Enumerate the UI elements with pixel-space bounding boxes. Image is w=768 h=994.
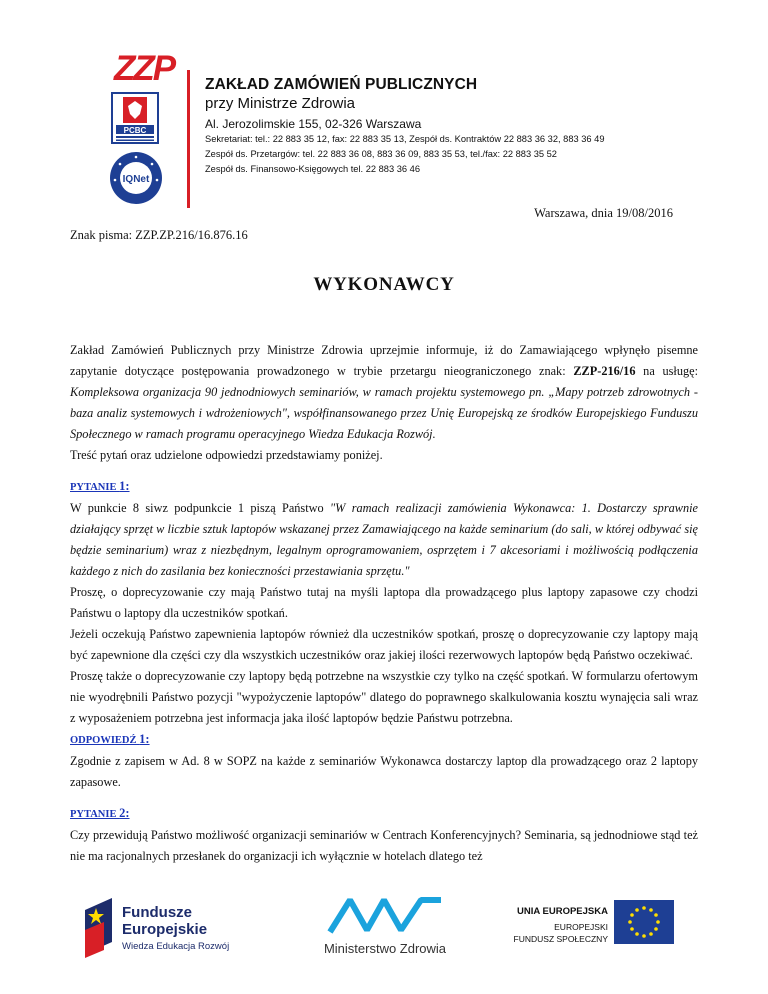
- institution-subtitle: przy Ministrze Zdrowia: [205, 95, 356, 112]
- contact-line-secretariat: Sekretariat: tel.: 22 883 35 12, fax: 22 883 35 13, Zespół ds. Kontraktów 22 883 36 32, 883 36 49: [205, 134, 605, 144]
- question-2-heading: PYTANIE 2:: [70, 806, 130, 820]
- answer-1-heading: ODPOWIEDŹ 1:: [70, 732, 150, 746]
- letter-title: WYKONAWCY: [313, 274, 455, 295]
- fundusze-europejskie-logo: [85, 898, 229, 958]
- iqnet-cert-logo: [108, 150, 164, 206]
- svg-text:EUROPEJSKI: EUROPEJSKI: [554, 922, 608, 932]
- svg-text:Ministerstwo Zdrowia: Ministerstwo Zdrowia: [323, 941, 447, 956]
- question-1-para-4: Proszę także o doprecyzowanie czy laptopy będą potrzebne na wszystkie czy tylko na część spotkań. W formularzu ofertowym nie wyodrębnili Państwo pozycji "wypożyczenie laptopów" dlatego do poprawnego skalkulowania kosztu wynajęcia sali wraz z wyposażeniem potrzebna jest informacja jaka ilość laptopów będzie Państwu potrzebna.: [70, 669, 698, 725]
- letter-body: [70, 340, 698, 867]
- svg-text:Europejskie: Europejskie: [122, 921, 208, 938]
- zzp-logo: [112, 50, 192, 84]
- svg-text:FUNDUSZ SPOŁECZNY: FUNDUSZ SPOŁECZNY: [513, 934, 608, 944]
- svg-text:PCBC: PCBC: [123, 126, 147, 135]
- svg-text:IQNet: IQNet: [122, 174, 150, 185]
- ministerstwo-zdrowia-logo: [324, 900, 447, 956]
- question-1-heading: PYTANIE 1:: [70, 479, 130, 493]
- svg-text:Fundusze: Fundusze: [122, 904, 192, 921]
- intro-reference: ZZP-216/16: [573, 364, 636, 378]
- header-red-line: [187, 70, 190, 208]
- answer-1-text: Zgodnie z zapisem w Ad. 8 w SOPZ na każde z seminariów Wykonawca dostarczy laptop dla prowadzącego oraz 2 laptopy zapasowe.: [70, 754, 698, 789]
- intro-paragraph: Zakład Zamówień Publicznych przy Ministrze Zdrowia uprzejmie informuje, iż do Zamawiającego wpłynęło pisemne zapytanie dotyczące postępowania prowadzonego w trybie przetargu nieograniczonego znak: ZZP-216/16 na usługę: Kompleksowa organizacja 90 jednodniowych seminariów, w ramach projektu systemowego pn. „Mapy potrzeb zdrowotnych - baza analiz systemowych i wdrożeniowych", współfinansowanego przez Unię Europejską ze środków Europejskiego Funduszu Społecznego w ramach programu operacyjnego Wiedza Edukacja Rozwój.: [70, 343, 698, 441]
- letter-reference: Znak pisma: ZZP.ZP.216/16.876.16: [70, 228, 248, 242]
- svg-text:ZZP: ZZP: [114, 50, 175, 84]
- footer-logos: [0, 890, 768, 994]
- question-1-para-2: Proszę, o doprecyzowanie czy mają Państwo tutaj na myśli laptopa dla prowadzącego plus laptopy zapasowe czy chodzi Państwu o laptopy dla uczestników spotkań.: [70, 585, 698, 620]
- institution-address: Al. Jerozolimskie 155, 02-326 Warszawa: [205, 117, 422, 131]
- question-1-text: W punkcie 8 siwz podpunkcie 1 piszą Państwo "W ramach realizacji zamówienia Wykonawca: 1. Dostarczy sprawnie działający sprzęt w liczbie sztuk laptopów wskazanej przez Zamawiającego na każde seminarium (do sali, w której odbywać się będzie seminarium) wraz z niezbędnym, legalnym oprogramowaniem, osprzętem i 7 akcesoriami i możliwością podłączenia każdego z nich do zasilania bez konieczności przestawiania sprzętu.": [70, 501, 698, 578]
- contact-line-finance: Zespół ds. Finansowo-Księgowych tel. 22 883 36 46: [205, 164, 420, 174]
- intro-closing: Treść pytań oraz udzielone odpowiedzi przedstawiamy poniżej.: [70, 448, 383, 462]
- pcbc-cert-logo: [111, 92, 159, 144]
- svg-text:Wiedza Edukacja Rozwój: Wiedza Edukacja Rozwój: [122, 941, 230, 952]
- contact-line-tenders: Zespół ds. Przetargów: tel. 22 883 36 08, 883 36 09, 883 35 53, tel./fax: 22 883 35 52: [205, 149, 557, 159]
- question-2-text: Czy przewidują Państwo możliwość organizacji seminariów w Centrach Konferencyjnych? Seminaria, są jednodniowe stąd też nie ma racjonalnych przesłanek do organizacji ich wyłącznie w hotelach dlatego też: [70, 828, 698, 863]
- unia-europejska-logo: [514, 900, 674, 944]
- intro-subject: Kompleksowa organizacja 90 jednodniowych seminariów, w ramach projektu systemowego pn. „Mapy potrzeb zdrowotnych - baza analiz systemowych i wdrożeniowych", współfinansowanego przez Unię Europejską ze środków Europejskiego Funduszu Społecznego w ramach programu operacyjnego Wiedza Edukacja Rozwój.: [70, 385, 698, 441]
- svg-text:UNIA EUROPEJSKA: UNIA EUROPEJSKA: [517, 906, 608, 917]
- letter-date: Warszawa, dnia 19/08/2016: [534, 206, 673, 220]
- question-1-para-3: Jeżeli oczekują Państwo zapewnienia laptopów również dla uczestników spotkań, proszę o doprecyzowanie czy laptopy mają być zapewnione dla części czy dla wszystkich uczestników oraz jakiej ilości rezerwowych laptopów będą Państwo oczekiwać.: [70, 627, 698, 662]
- institution-name: ZAKŁAD ZAMÓWIEŃ PUBLICZNYCH: [205, 76, 478, 93]
